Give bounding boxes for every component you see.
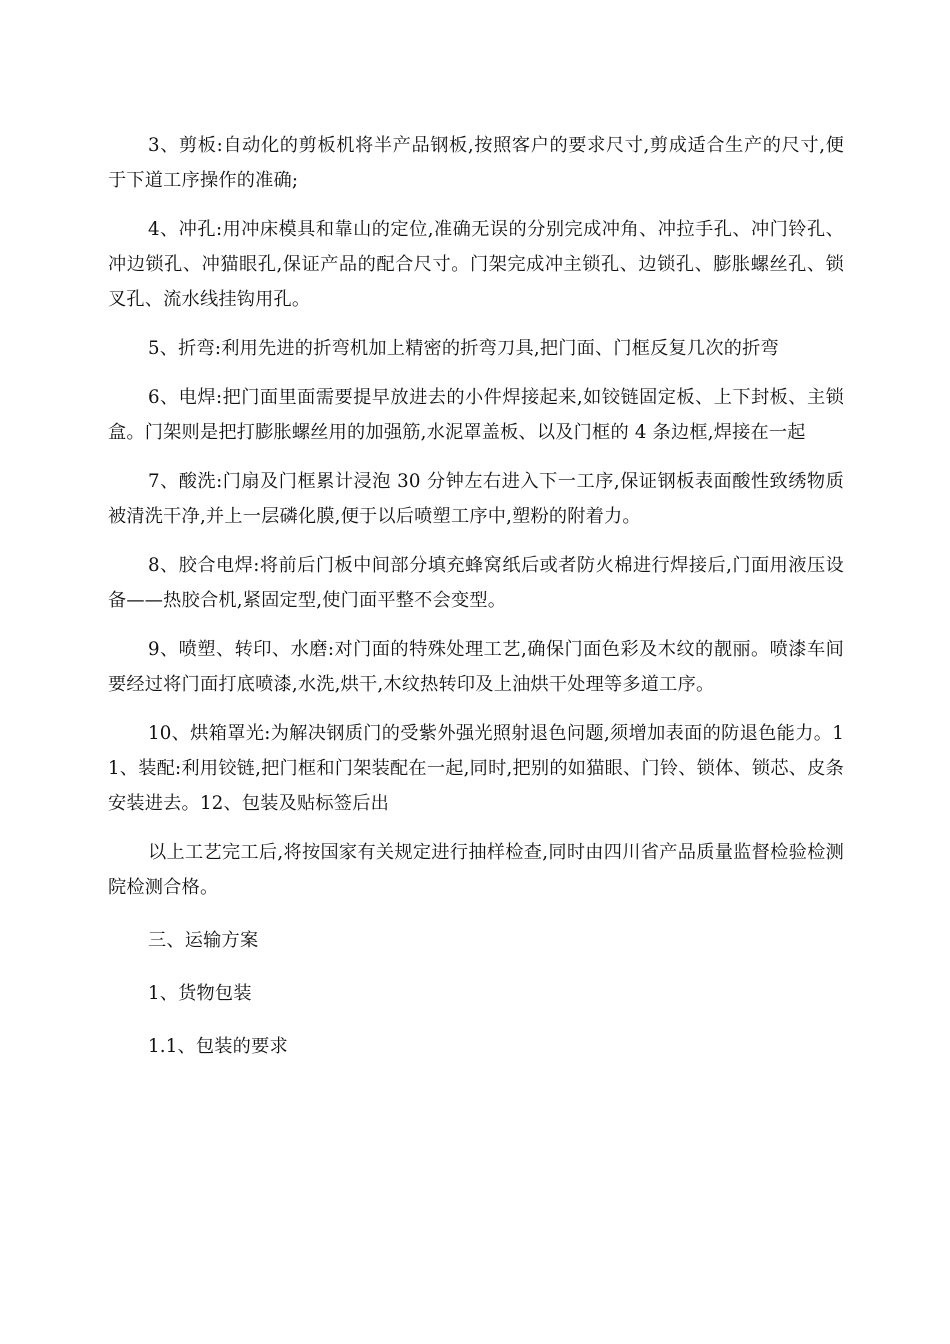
subheading-packaging-requirements: 1.1、包装的要求 (148, 1036, 288, 1057)
paragraph-pickling: 7、酸洗:门扇及门框累计浸泡 30 分钟左右进入下一工序,保证钢板表面酸性致绣物质被清洗干净,并上一层磷化膜,便于以后喷塑工序中,塑粉的附着力。 (108, 471, 844, 527)
paragraph-punching: 4、冲孔:用冲床模具和靠山的定位,准确无误的分别完成冲角、冲拉手孔、冲门铃孔、冲边锁孔、冲猫眼孔,保证产品的配合尺寸。门架完成冲主锁孔、边锁孔、膨胀螺丝孔、锁叉孔、流水线挂钩用孔。 (108, 219, 844, 310)
paragraph-shearing: 3、剪板:自动化的剪板机将半产品钢板,按照客户的要求尺寸,剪成适合生产的尺寸,便于下道工序操作的准确; (108, 135, 844, 191)
paragraph-oven-assembly-packing: 10、烘箱罩光:为解决钢质门的受紫外强光照射退色问题,须增加表面的防退色能力。11、装配:利用铰链,把门框和门架装配在一起,同时,把别的如猫眼、门铃、锁体、锁芯、皮条安装进去。12、包装及贴标签后出 (108, 723, 844, 814)
document-body (108, 128, 844, 1064)
paragraph-bending: 5、折弯:利用先进的折弯机加上精密的折弯刀具,把门面、门框反复几次的折弯 (148, 338, 779, 359)
subheading-cargo-packaging: 1、货物包装 (148, 983, 252, 1004)
paragraph-glue-welding: 8、胶合电焊:将前后门板中间部分填充蜂窝纸后或者防火棉进行焊接后,门面用液压设备——热胶合机,紧固定型,使门面平整不会变型。 (108, 555, 844, 611)
paragraph-welding: 6、电焊:把门面里面需要提早放进去的小件焊接起来,如铰链固定板、上下封板、主锁盒。门架则是把打膨胀螺丝用的加强筋,水泥罩盖板、以及门框的 4 条边框,焊接在一起 (108, 387, 844, 443)
section-heading-transport-plan: 三、运输方案 (148, 930, 259, 951)
paragraph-spray-coating: 9、喷塑、转印、水磨:对门面的特殊处理工艺,确保门面色彩及木纹的靓丽。喷漆车间要经过将门面打底喷漆,水洗,烘干,木纹热转印及上油烘干处理等多道工序。 (108, 639, 844, 695)
paragraph-inspection: 以上工艺完工后,将按国家有关规定进行抽样检查,同时由四川省产品质量监督检验检测院检测合格。 (108, 842, 844, 898)
